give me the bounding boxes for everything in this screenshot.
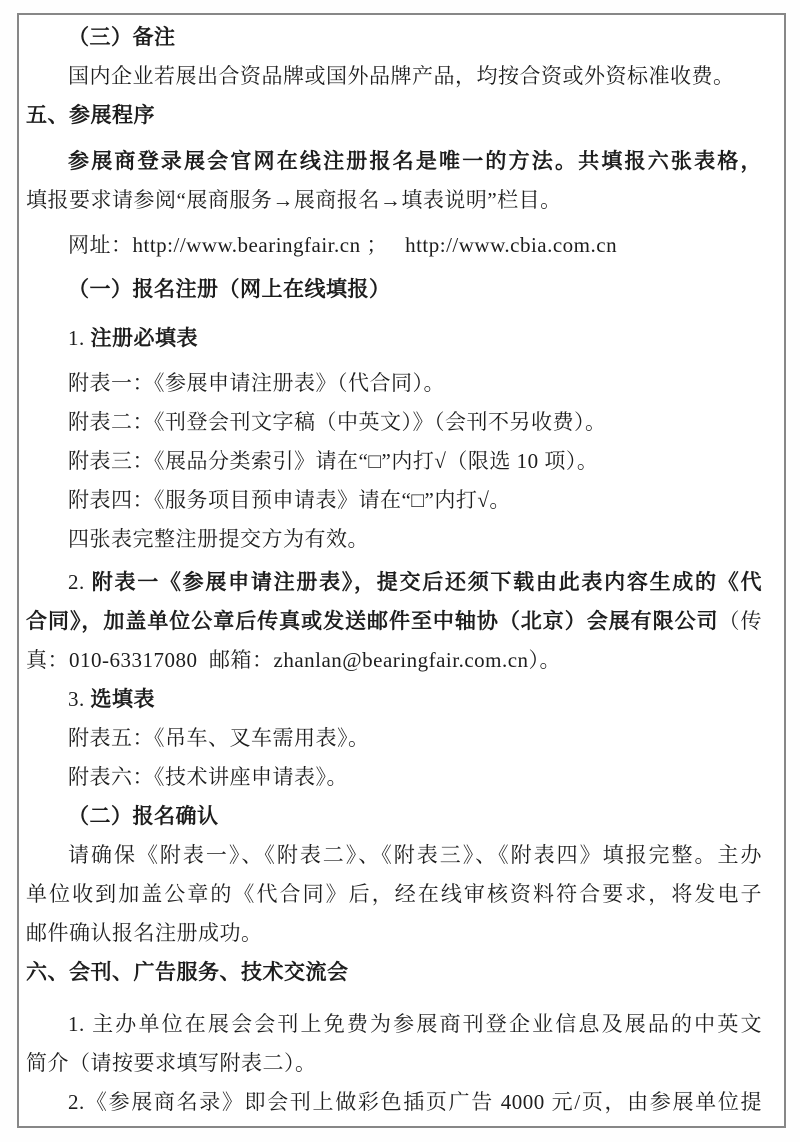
form-3-line: 附表三：《展品分类索引》请在“□”内打√（限选 10 项）。 bbox=[68, 449, 599, 473]
website-line: 网址：http://www.bearingfair.cn ； http://www.cbia.com.cn bbox=[68, 233, 618, 257]
section-heading-6: 六、会刊、广告服务、技术交流会 bbox=[26, 960, 349, 984]
sub-heading-remark: （三）备注 bbox=[68, 25, 176, 49]
catalog-ad-line: 2.《参展商名录》即会刊上做彩色插页广告 4000 元/页，由参展单位提 bbox=[68, 1090, 762, 1114]
form1-submit-line-2 bbox=[26, 602, 762, 641]
remark-body: 国内企业若展出合资品牌或国外品牌产品，均按合资或外资标准收费。 bbox=[68, 64, 735, 88]
heading-text: 选填表 bbox=[90, 687, 155, 711]
form-2-line: 附表二：《刊登会刊文字稿（中英文）》（会刊不另收费）。 bbox=[68, 410, 607, 434]
form1-submit-line-3: 真：010-63317080 邮箱：zhanlan@bearingfair.com.cn）。 bbox=[26, 648, 562, 672]
list-number: 2. bbox=[68, 570, 92, 594]
form-6-line: 附表六：《技术讲座申请表》。 bbox=[68, 765, 348, 789]
form-1-line: 附表一：《参展申请注册表》（代合同）。 bbox=[68, 371, 445, 395]
section-heading-5: 五、参展程序 bbox=[26, 103, 155, 127]
catalog-info-line-2: 简介（请按要求填写附表二）。 bbox=[26, 1051, 317, 1075]
form-5-line: 附表五：《吊车、叉车需用表》。 bbox=[68, 726, 370, 750]
form1-submit-line-1 bbox=[26, 563, 762, 602]
form-4-line: 附表四：《服务项目预申请表》请在“□”内打√。 bbox=[68, 488, 511, 512]
confirmation-line-1: 请确保《附表一》、《附表二》、《附表三》、《附表四》填报完整。主办 bbox=[68, 843, 762, 867]
normal-run: （传 bbox=[718, 609, 763, 633]
list-number: 1. bbox=[68, 326, 91, 350]
list-number: 3. bbox=[68, 687, 91, 711]
heading-optional-forms bbox=[26, 680, 762, 719]
catalog-info-line-1: 1. 主办单位在展会会刊上免费为参展商刊登企业信息及展品的中英文 bbox=[68, 1012, 762, 1036]
confirmation-line-3: 邮件确认报名注册成功。 bbox=[26, 921, 263, 945]
procedure-intro-line-2: 填报要求请参阅“展商服务→展商报名→填表说明”栏目。 bbox=[26, 188, 562, 212]
confirmation-line-2: 单位收到加盖公章的《代合同》后，经在线审核资料符合要求，将发电子 bbox=[26, 882, 762, 906]
bold-run: 附表一《参展申请注册表》，提交后还须下载由此表内容生成的《代 bbox=[91, 570, 762, 594]
sub-heading-confirmation: （二）报名确认 bbox=[68, 804, 219, 828]
bold-run: 合同》，加盖单位公章后传真或发送邮件至中轴协（北京）会展有限公司 bbox=[26, 609, 719, 633]
page-border-frame bbox=[17, 13, 786, 1128]
heading-required-forms bbox=[26, 319, 762, 358]
sub-heading-registration: （一）报名注册（网上在线填报） bbox=[68, 277, 391, 301]
heading-text: 注册必填表 bbox=[90, 326, 198, 350]
procedure-intro-line-1: 参展商登录展会官网在线注册报名是唯一的方法。共填报六张表格， bbox=[68, 149, 762, 173]
forms-validity-note: 四张表完整注册提交方为有效。 bbox=[68, 527, 369, 551]
